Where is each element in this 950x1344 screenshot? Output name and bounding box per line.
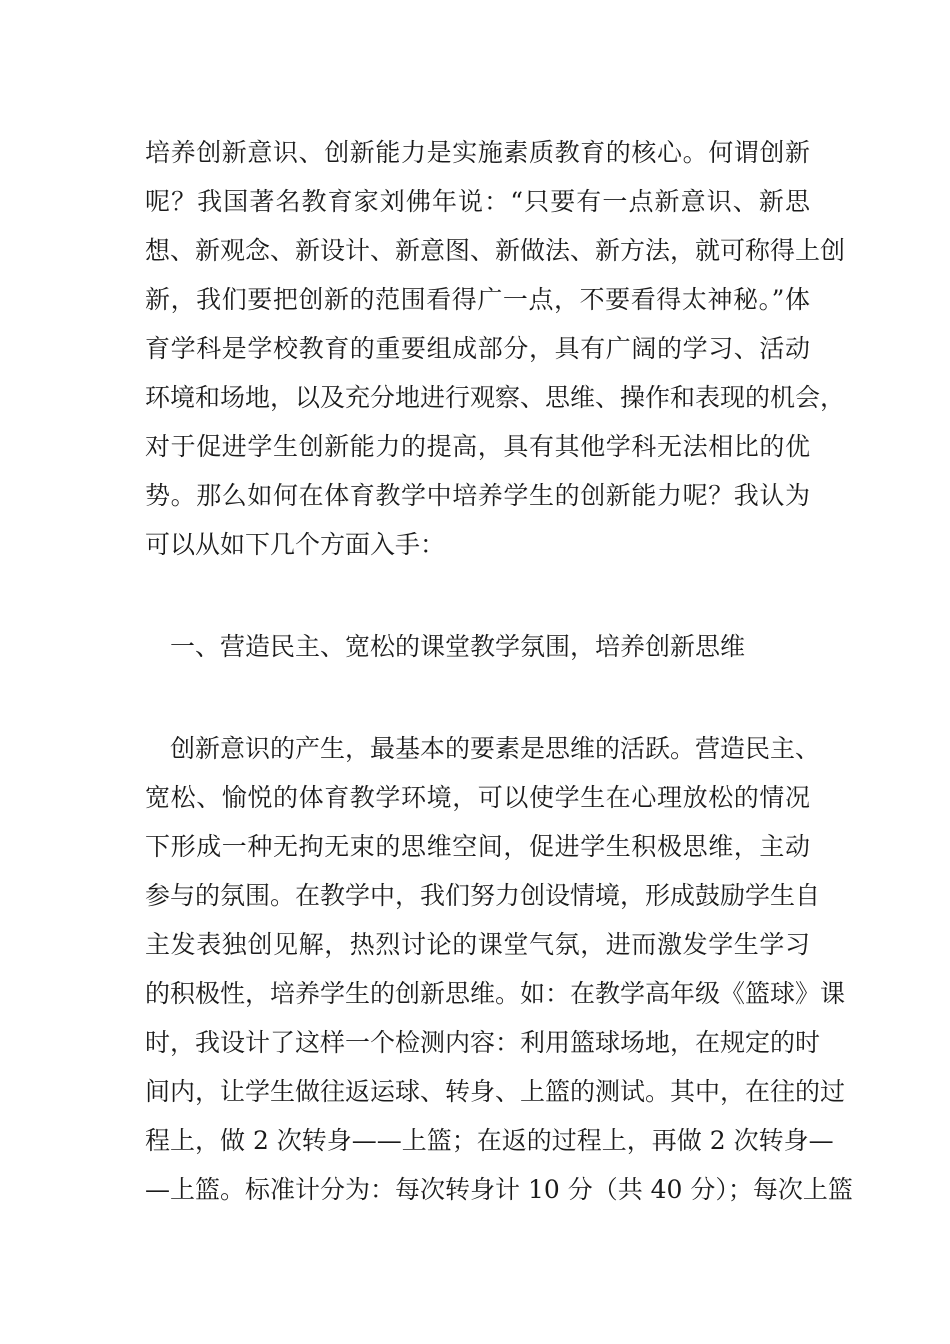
paragraph-line: 主发表独创见解，热烈讨论的课堂气氛，进而激发学生学习 <box>145 930 810 959</box>
paragraph-line: 可以从如下几个方面入手： <box>145 530 446 559</box>
paragraph-line: 呢？我国著名教育家刘佛年说：“只要有一点新意识、新思 <box>145 187 810 216</box>
paragraph-line: 的积极性，培养学生的创新思维。如：在教学高年级《篮球》课 <box>145 979 846 1008</box>
paragraph-line: 下形成一种无拘无束的思维空间，促进学生积极思维，主动 <box>145 832 810 861</box>
section-heading: 一、营造民主、宽松的课堂教学氛围，培养创新思维 <box>170 632 746 661</box>
paragraph-line: 培养创新意识、创新能力是实施素质教育的核心。何谓创新 <box>145 138 810 167</box>
paragraph-line: 程上，做 2 次转身——上篮；在返的过程上，再做 2 次转身— <box>145 1126 834 1155</box>
paragraph-line: 想、新观念、新设计、新意图、新做法、新方法，就可称得上创 <box>145 236 846 265</box>
body-paragraph <box>145 724 853 1214</box>
intro-paragraph <box>145 128 846 569</box>
paragraph-line: 势。那么如何在体育教学中培养学生的创新能力呢？我认为 <box>145 481 810 510</box>
paragraph-line: 时，我设计了这样一个检测内容：利用篮球场地，在规定的时 <box>145 1028 821 1057</box>
paragraph-line: 新，我们要把创新的范围看得广一点，不要看得太神秘。”体 <box>145 285 810 314</box>
paragraph-line: —上篮。标准计分为：每次转身计 10 分（共 40 分）；每次上篮 <box>145 1175 853 1204</box>
paragraph-line: 创新意识的产生，最基本的要素是思维的活跃。营造民主、 <box>170 734 821 763</box>
paragraph-line: 宽松、愉悦的体育教学环境，可以使学生在心理放松的情况 <box>145 783 810 812</box>
paragraph-line: 参与的氛围。在教学中，我们努力创设情境，形成鼓励学生自 <box>145 881 821 910</box>
paragraph-line: 对于促进学生创新能力的提高，具有其他学科无法相比的优 <box>145 432 810 461</box>
paragraph-line: 环境和场地，以及充分地进行观察、思维、操作和表现的机会， <box>145 383 846 412</box>
paragraph-line: 育学科是学校教育的重要组成部分，具有广阔的学习、活动 <box>145 334 810 363</box>
paragraph-line: 间内，让学生做往返运球、转身、上篮的测试。其中，在往的过 <box>145 1077 846 1106</box>
